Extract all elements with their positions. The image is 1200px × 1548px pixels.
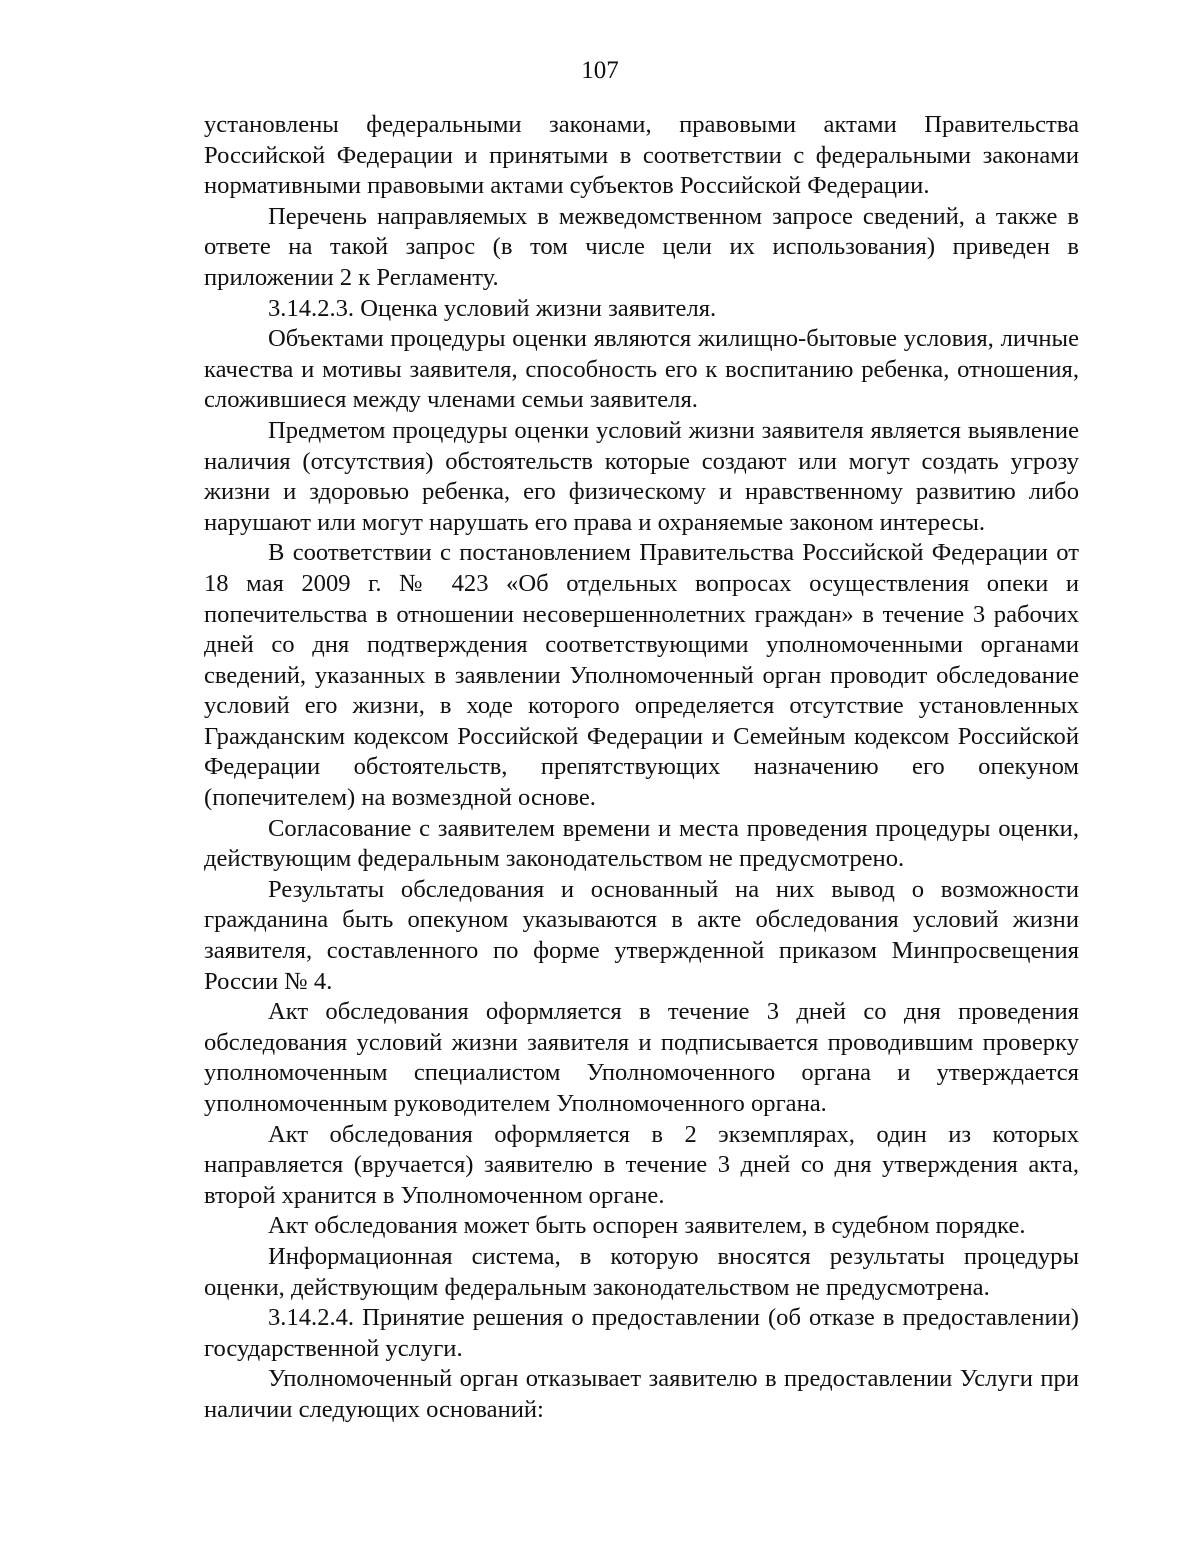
paragraph: Акт обследования оформляется в 2 экземплярах, один из которых направляется (вручается) заявителю в течение 3 дней со дня утверждения акта, второй хранится в Уполномоченном органе.	[204, 1120, 1079, 1209]
paragraph: установлены федеральными законами, правовыми актами Правительства Российской Федерации и принятыми в соответствии с федеральными законами нормативными правовыми актами субъектов Российской Федерации.	[204, 111, 1079, 200]
section-heading: 3.14.2.4. Принятие решения о предоставлении (об отказе в предоставлении) государственной услуги.	[204, 1304, 1079, 1362]
paragraph: Результаты обследования и основанный на них вывод о возможности гражданина быть опекуном указываются в акте обследования условий жизни заявителя, составленного по форме утвержденной приказом Минпросвещения России № 4.	[204, 875, 1079, 995]
paragraph: Перечень направляемых в межведомственном запросе сведений, а также в ответе на такой запрос (в том числе цели их использования) приведен в приложении 2 к Регламенту.	[204, 202, 1079, 291]
section-heading: 3.14.2.3. Оценка условий жизни заявителя.	[268, 294, 717, 322]
paragraph: Акт обследования оформляется в течение 3 дней со дня проведения обследования условий жизни заявителя и подписывается проводившим проверку уполномоченным специалистом Уполномоченного органа и утверждается уполномоченным руководителем Уполномоченного органа.	[204, 998, 1079, 1117]
body-text	[204, 110, 1079, 1426]
paragraph: Информационная система, в которую вносятся результаты процедуры оценки, действующим федеральным законодательством не предусмотрена.	[204, 1242, 1079, 1301]
paragraph: Согласование с заявителем времени и места проведения процедуры оценки, действующим федеральным законодательством не предусмотрено.	[204, 814, 1079, 873]
paragraph: В соответствии с постановлением Правительства Российской Федерации от 18 мая 2009 г. № 423 «Об отдельных вопросах осуществления опеки и попечительства в отношении несовершеннолетних граждан» в течение 3 рабочих дней со дня подтверждения соответствующими уполномоченными органами сведений, указанных в заявлении Уполномоченный орган проводит обследование условий его жизни, в ходе которого определяется отсутствие установленных Гражданским кодексом Российской Федерации и Семейным кодексом Российской Федерации обстоятельств, препятствующих назначению его опекуном (попечителем) на возмездной основе.	[204, 539, 1079, 812]
paragraph: Акт обследования может быть оспорен заявителем, в судебном порядке.	[268, 1212, 1026, 1240]
page-number: 107	[581, 57, 619, 84]
paragraph: Объектами процедуры оценки являются жилищно-бытовые условия, личные качества и мотивы заявителя, способность его к воспитанию ребенка, отношения, сложившиеся между членами семьи заявителя.	[204, 325, 1079, 414]
paragraph: Предметом процедуры оценки условий жизни заявителя является выявление наличия (отсутствия) обстоятельств которые создают или могут создать угрозу жизни и здоровью ребенка, его физическому и нравственному развитию либо нарушают или могут нарушать его права и охраняемые законом интересы.	[204, 416, 1079, 536]
paragraph: Уполномоченный орган отказывает заявителю в предоставлении Услуги при наличии следующих оснований:	[204, 1365, 1079, 1423]
